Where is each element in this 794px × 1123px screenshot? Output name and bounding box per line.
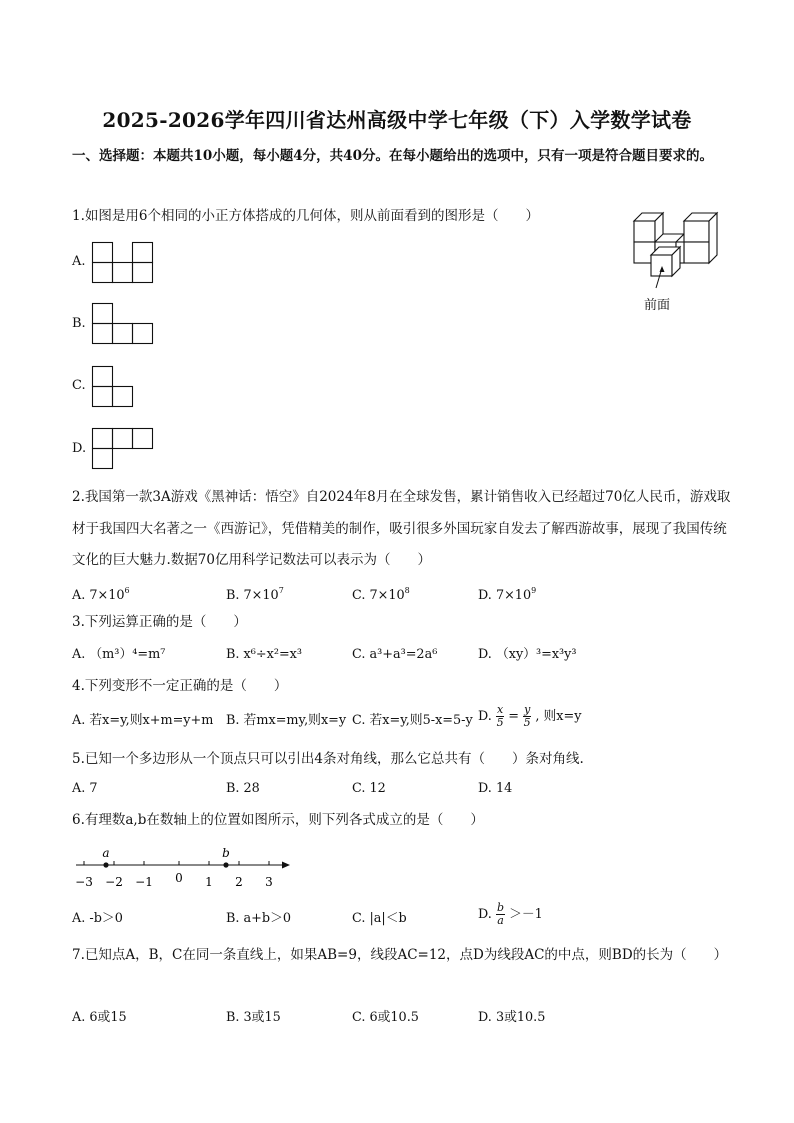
- q5-option-c: C. 12: [352, 781, 386, 796]
- q1-option-a-label: A.: [72, 254, 86, 269]
- q5-option-b: B. 28: [226, 781, 260, 796]
- q6-option-a: A. -b＞0: [72, 911, 123, 926]
- q7-option-b: B. 3或15: [226, 1010, 281, 1025]
- q4-stem: 4.下列变形不一定正确的是（ ）: [72, 678, 288, 694]
- q1-option-c-figure: [92, 366, 134, 408]
- q2-option-a: A. $7\times 10^6$: [72, 586, 130, 603]
- q3-option-c: C. a³+a³=2a⁶: [352, 647, 438, 662]
- q3-option-b: B. x⁶÷x²=x³: [226, 647, 303, 662]
- section-heading: 一、选择题：本题共10小题，每小题4分，共40分。在每小题给出的选项中，只有一项是符合题目要求的。: [72, 148, 713, 164]
- q4-option-c: C. 若x=y,则5-x=5-y: [352, 713, 473, 728]
- q1-option-b-figure: [92, 303, 154, 345]
- q6-tick-label: −2: [105, 875, 123, 889]
- q4-option-d: D. $\frac{x}{5}$ = $\frac{y}{5}$ , 则x=y: [478, 703, 582, 729]
- q6-tick-label: 3: [265, 875, 273, 889]
- q1-option-d-figure: [92, 428, 154, 470]
- q6-option-d: D. $\frac{b}{a}$ ＞－1: [478, 901, 543, 927]
- q6-option-b: B. a+b＞0: [226, 911, 292, 926]
- q7-option-d: D. 3或10.5: [478, 1010, 546, 1025]
- q2-stem: 2.我国第一款3A游戏《黑神话：悟空》自2024年8月在全球发售，累计销售收入已经超过70亿人民币，游戏取材于我国四大名著之一《西游记》，凭借精美的制作，吸引很多外国玩家自发去了解西游故事，展现了我国传统文化的巨大魅力.数据70亿用科学记数法可以表示为（ ）: [72, 489, 731, 568]
- q6-point-a-label: a: [102, 846, 110, 860]
- q6-option-c: C. |a|＜b: [352, 911, 407, 926]
- q6-tick-label: −3: [75, 875, 93, 889]
- q2-option-b: B. $7\times 10^7$: [226, 586, 284, 603]
- q6-point-b-label: b: [222, 846, 230, 860]
- q6-tick-label: 0: [175, 871, 183, 885]
- q6-number-line: [74, 842, 294, 890]
- q1-stem: 1.如图是用6个相同的小正方体搭成的几何体，则从前面看到的图形是（ ）: [72, 208, 539, 224]
- q5-option-d: D. 14: [478, 781, 513, 796]
- q6-stem: 6.有理数a,b在数轴上的位置如图所示，则下列各式成立的是（ ）: [72, 812, 484, 828]
- q3-option-a: A. （m³）⁴=m⁷: [72, 647, 166, 662]
- q6-tick-label: −1: [135, 875, 153, 889]
- q5-option-a: A. 7: [72, 781, 98, 796]
- q6-tick-label: 2: [235, 875, 243, 889]
- q7-option-a: A. 6或15: [72, 1010, 127, 1025]
- q1-option-a-figure: [92, 242, 154, 284]
- q4-option-b: B. 若mx=my,则x=y: [226, 713, 347, 728]
- q3-option-d: D. （xy）³=x³y³: [478, 647, 577, 662]
- q1-option-c-label: C.: [72, 378, 86, 393]
- q6-tick-label: 1: [205, 875, 213, 889]
- q7-stem: 7.已知点A，B，C在同一条直线上，如果AB=9，线段AC=12，点D为线段AC的中点，则BD的长为（ ）: [72, 947, 728, 963]
- q1-option-d-label: D.: [72, 441, 87, 456]
- q2-option-c: C. $7\times 10^8$: [352, 586, 410, 603]
- q2-option-d: D. $7\times 10^9$: [478, 586, 537, 603]
- q3-stem: 3.下列运算正确的是（ ）: [72, 614, 247, 630]
- q5-stem: 5.已知一个多边形从一个顶点只可以引出4条对角线，那么它总共有（ ）条对角线.: [72, 751, 584, 767]
- page-title: 2025-2026学年四川省达州高级中学七年级（下）入学数学试卷: [102, 108, 692, 132]
- q4-option-a: A. 若x=y,则x+m=y+m: [72, 713, 214, 728]
- q1-front-label: 前面: [644, 298, 671, 313]
- q7-option-c: C. 6或10.5: [352, 1010, 419, 1025]
- q1-option-b-label: B.: [72, 316, 86, 331]
